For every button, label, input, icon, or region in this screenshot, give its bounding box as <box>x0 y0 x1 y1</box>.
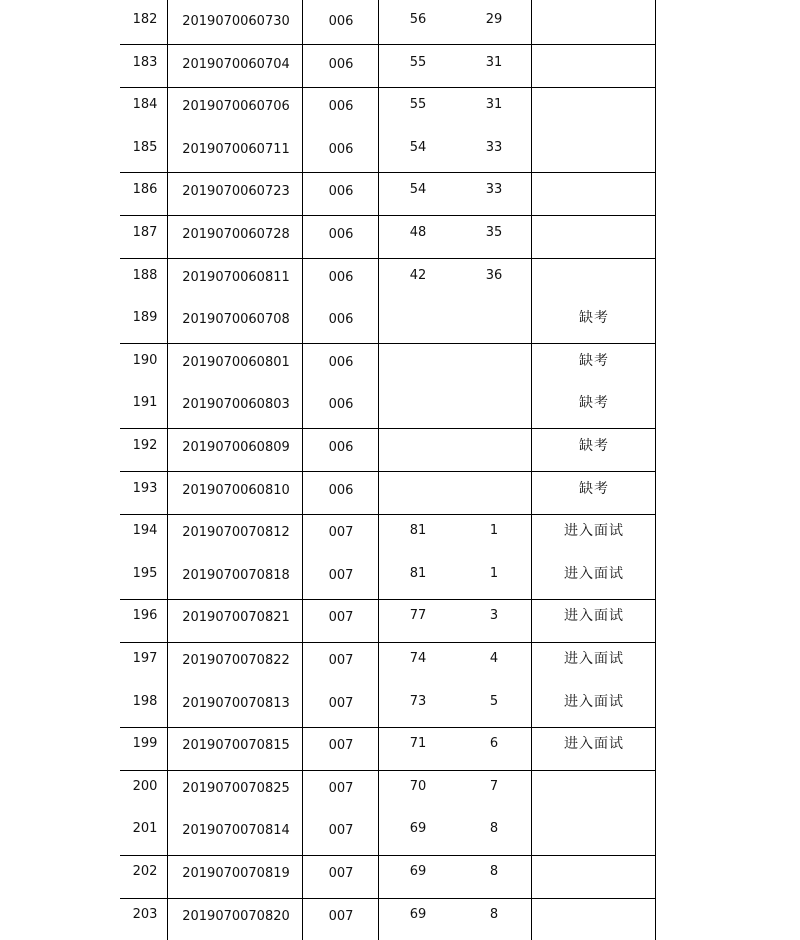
rank: 33 <box>485 139 503 155</box>
column-divider <box>655 0 656 940</box>
row-divider <box>120 172 656 173</box>
exam-id: 2019070060809 <box>182 440 290 455</box>
position-code: 006 <box>328 312 354 328</box>
row-number: 190 <box>132 352 158 368</box>
score: 77 <box>409 608 427 624</box>
column-divider <box>167 0 168 940</box>
row-number: 187 <box>132 225 158 240</box>
remark: 进入面试 <box>564 651 624 667</box>
exam-id: 2019070060708 <box>182 312 290 328</box>
rank: 7 <box>489 778 499 794</box>
score: 48 <box>409 225 427 240</box>
position-code: 006 <box>328 56 354 72</box>
position-code: 006 <box>328 269 354 285</box>
position-code: 007 <box>328 567 354 583</box>
position-code: 007 <box>328 780 354 796</box>
row-divider <box>120 642 656 643</box>
exam-id: 2019070060723 <box>182 184 290 200</box>
row-number: 196 <box>132 608 158 624</box>
remark: 缺考 <box>579 480 609 497</box>
rank: 3 <box>489 608 499 624</box>
row-divider <box>120 87 656 88</box>
exam-id: 2019070070818 <box>182 567 290 583</box>
position-code: 006 <box>328 397 354 413</box>
row-number: 193 <box>132 480 158 496</box>
exam-id: 2019070070819 <box>182 866 290 881</box>
row-number: 203 <box>132 906 158 922</box>
row-number: 198 <box>132 693 158 709</box>
row-divider <box>120 343 656 344</box>
exam-id: 2019070070814 <box>182 823 290 839</box>
row-number: 182 <box>132 12 158 27</box>
rank: 36 <box>485 267 503 283</box>
row-number: 201 <box>132 821 158 837</box>
row-number: 194 <box>132 523 158 539</box>
exam-id: 2019070060810 <box>182 482 290 498</box>
row-number: 202 <box>132 864 158 879</box>
exam-id: 2019070070813 <box>182 695 290 711</box>
exam-id: 2019070070822 <box>182 653 290 668</box>
row-number: 189 <box>132 310 158 326</box>
row-number: 197 <box>132 651 158 666</box>
score: 70 <box>409 778 427 794</box>
remark: 进入面试 <box>564 608 624 625</box>
row-number: 199 <box>132 736 158 752</box>
rank: 8 <box>489 906 499 922</box>
row-divider <box>120 471 656 472</box>
column-divider <box>531 0 532 940</box>
score: 56 <box>409 12 427 27</box>
rank: 29 <box>485 12 503 27</box>
exam-id: 2019070060728 <box>182 227 290 242</box>
position-code: 006 <box>328 227 354 242</box>
row-divider <box>120 727 656 728</box>
rank: 8 <box>489 864 499 879</box>
position-code: 007 <box>328 653 354 668</box>
exam-id: 2019070070825 <box>182 780 290 796</box>
exam-id: 2019070060803 <box>182 397 290 413</box>
exam-id: 2019070060811 <box>182 269 290 285</box>
position-code: 006 <box>328 99 354 115</box>
score: 73 <box>409 693 427 709</box>
remark: 进入面试 <box>564 693 624 710</box>
position-code: 007 <box>328 525 354 541</box>
rank: 35 <box>485 225 503 240</box>
exam-id: 2019070070812 <box>182 525 290 541</box>
remark: 缺考 <box>579 310 609 327</box>
remark: 进入面试 <box>564 736 624 753</box>
exam-id: 2019070070815 <box>182 738 290 754</box>
score: 69 <box>409 821 427 837</box>
row-number: 183 <box>132 54 158 70</box>
row-number: 192 <box>132 438 158 453</box>
position-code: 006 <box>328 14 354 29</box>
exam-id: 2019070060730 <box>182 14 290 29</box>
exam-id: 2019070060801 <box>182 354 290 370</box>
score: 55 <box>409 54 427 70</box>
row-divider <box>120 770 656 771</box>
exam-id: 2019070070820 <box>182 908 290 924</box>
position-code: 006 <box>328 141 354 157</box>
row-divider <box>120 428 656 429</box>
row-number: 184 <box>132 97 158 113</box>
score: 69 <box>409 906 427 922</box>
position-code: 007 <box>328 738 354 754</box>
score: 55 <box>409 97 427 113</box>
position-code: 006 <box>328 482 354 498</box>
row-number: 185 <box>132 139 158 155</box>
rank: 4 <box>489 651 499 666</box>
remark: 进入面试 <box>564 565 624 582</box>
rank: 8 <box>489 821 499 837</box>
rank: 5 <box>489 693 499 709</box>
row-number: 195 <box>132 565 158 581</box>
position-code: 007 <box>328 610 354 626</box>
position-code: 007 <box>328 908 354 924</box>
score: 74 <box>409 651 427 666</box>
row-divider <box>120 215 656 216</box>
position-code: 007 <box>328 866 354 881</box>
exam-id: 2019070060704 <box>182 56 290 72</box>
exam-id: 2019070060711 <box>182 141 290 157</box>
exam-id: 2019070060706 <box>182 99 290 115</box>
exam-id: 2019070070821 <box>182 610 290 626</box>
row-divider <box>120 599 656 600</box>
row-divider <box>120 514 656 515</box>
row-divider <box>120 258 656 259</box>
row-divider <box>120 44 656 45</box>
row-divider <box>120 898 656 899</box>
position-code: 007 <box>328 695 354 711</box>
score: 42 <box>409 267 427 283</box>
row-number: 191 <box>132 395 158 411</box>
position-code: 006 <box>328 440 354 455</box>
score: 81 <box>409 523 427 539</box>
row-divider <box>120 855 656 856</box>
position-code: 006 <box>328 184 354 200</box>
score: 54 <box>409 182 427 198</box>
rank: 31 <box>485 54 503 70</box>
row-number: 186 <box>132 182 158 198</box>
column-divider <box>302 0 303 940</box>
rank: 31 <box>485 97 503 113</box>
position-code: 006 <box>328 354 354 370</box>
row-number: 188 <box>132 267 158 283</box>
remark: 缺考 <box>579 438 609 454</box>
remark: 缺考 <box>579 395 609 412</box>
score: 54 <box>409 139 427 155</box>
rank: 1 <box>489 523 499 539</box>
remark: 缺考 <box>579 352 609 369</box>
score: 71 <box>409 736 427 752</box>
remark: 进入面试 <box>564 523 624 540</box>
score: 81 <box>409 565 427 581</box>
rank: 33 <box>485 182 503 198</box>
row-number: 200 <box>132 778 158 794</box>
rank: 6 <box>489 736 499 752</box>
column-divider <box>378 0 379 940</box>
score: 69 <box>409 864 427 879</box>
rank: 1 <box>489 565 499 581</box>
position-code: 007 <box>328 823 354 839</box>
